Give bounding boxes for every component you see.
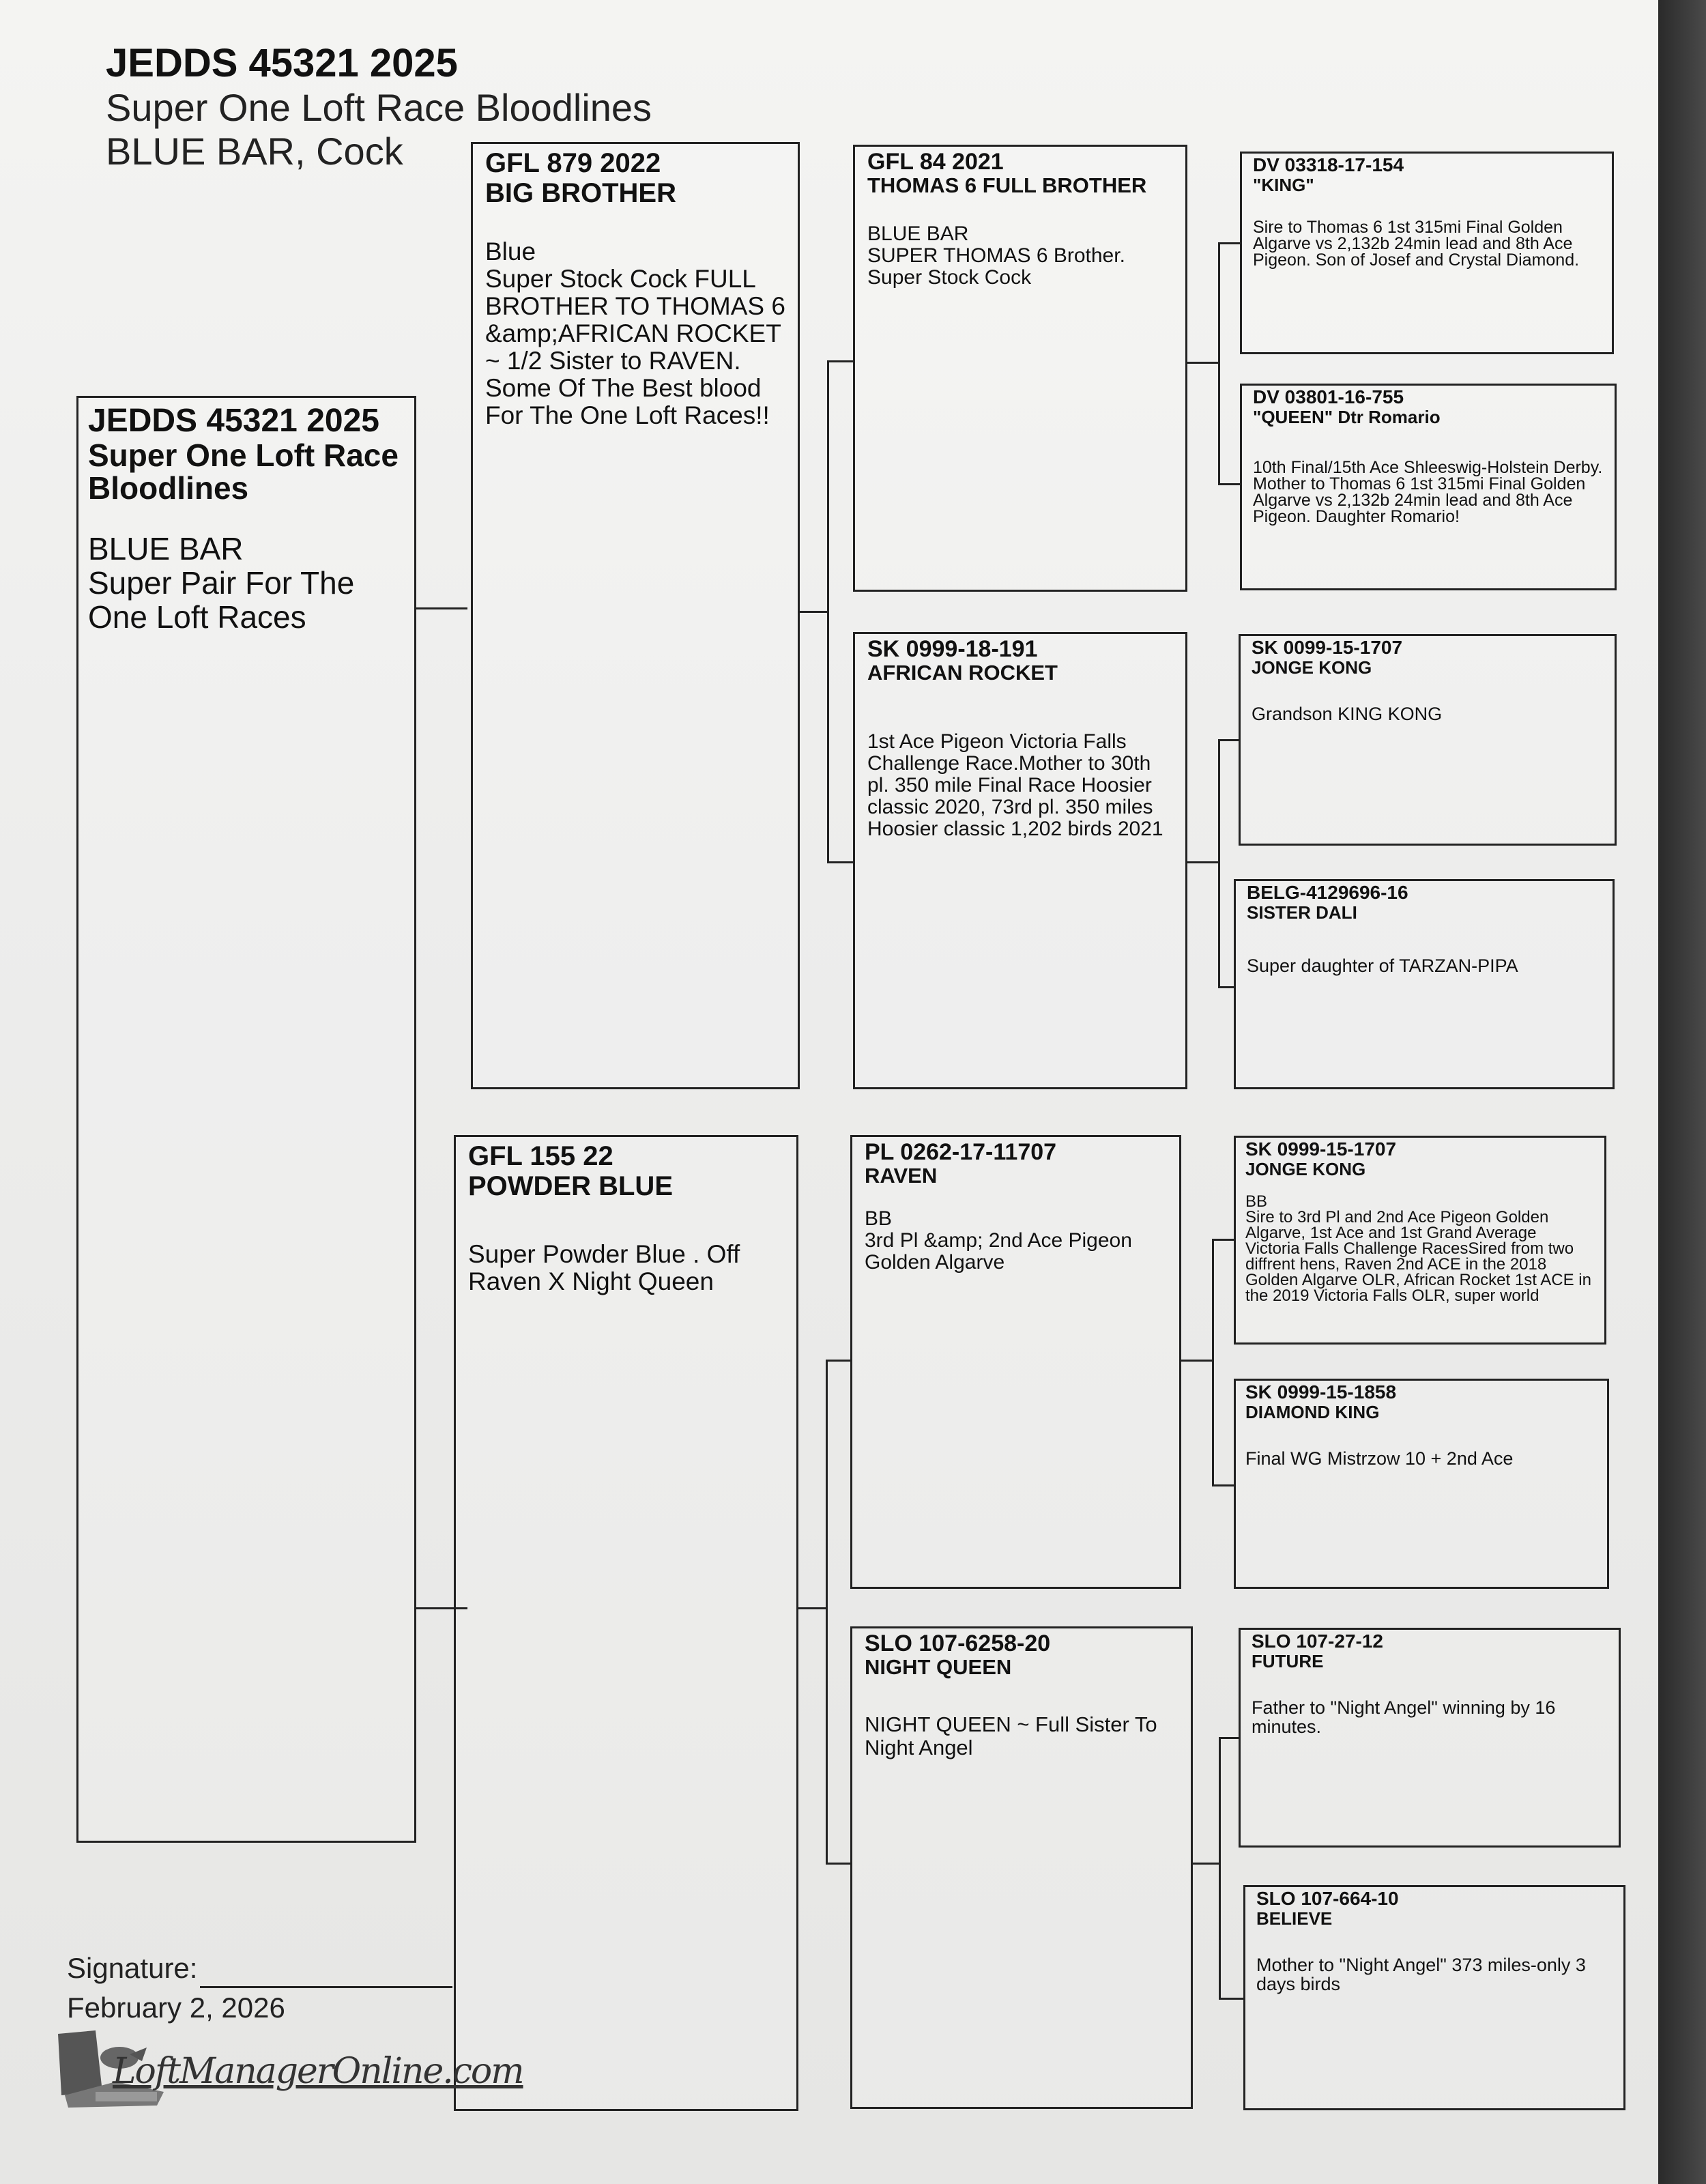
dam-box xyxy=(454,1135,798,2111)
gen3-box-1 xyxy=(853,145,1187,592)
gen4-name: BELIEVE xyxy=(1256,1908,1333,1929)
subject-name: Super One Loft Race Bloodlines xyxy=(88,437,399,506)
connector-line xyxy=(416,1607,467,1609)
gen4-reg: SK 0099-15-1707 xyxy=(1252,637,1403,658)
gen4-name: SISTER DALI xyxy=(1247,902,1357,923)
gen3-name: AFRICAN ROCKET xyxy=(867,661,1058,685)
connector-line xyxy=(1181,1360,1212,1362)
connector-line xyxy=(1212,1239,1235,1241)
gen3-name: RAVEN xyxy=(865,1164,938,1188)
gen4-desc: Super daughter of TARZAN-PIPA xyxy=(1247,956,1518,976)
gen4-reg: SK 0999-15-1858 xyxy=(1245,1381,1397,1403)
sire-reg: GFL 879 2022 xyxy=(485,148,661,178)
connector-line xyxy=(1187,861,1218,863)
gen4-name: "QUEEN" Dtr Romario xyxy=(1253,407,1441,427)
gen3-box-3 xyxy=(850,1135,1181,1589)
gen4-desc: Father to "Night Angel" winning by 16 minutes. xyxy=(1252,1697,1561,1737)
gen3-desc: BB 3rd Pl &amp; 2nd Ace Pigeon Golden Algarve xyxy=(865,1207,1132,1274)
sire-name: BIG BROTHER xyxy=(485,178,676,208)
signature-block xyxy=(67,1949,452,2028)
dam-reg: GFL 155 22 xyxy=(468,1141,613,1171)
connector-line xyxy=(1218,242,1241,244)
sire-box xyxy=(471,142,800,1089)
logo-text: LoftManagerOnline.com xyxy=(113,2051,523,2092)
sire-desc: Blue Super Stock Cock FULL BROTHER TO THOMAS 6 &amp;AFRICAN ROCKET ~ 1/2 Sister to RAVEN. Some Of The Best blood For The One Loft Races!! xyxy=(485,238,785,429)
connector-line xyxy=(827,360,829,863)
subject-box xyxy=(76,396,416,1843)
connector-line xyxy=(826,1360,828,1865)
gen4-desc: Mother to "Night Angel" 373 miles-only 3 days birds xyxy=(1256,1955,1591,1994)
gen4-name: FUTURE xyxy=(1252,1651,1324,1671)
connector-line xyxy=(1218,483,1241,485)
connector-line xyxy=(1219,1998,1245,2000)
connector-line xyxy=(800,611,827,613)
gen4-name: DIAMOND KING xyxy=(1245,1402,1380,1422)
gen4-reg: DV 03801-16-755 xyxy=(1253,386,1404,407)
connector-line xyxy=(826,1863,852,1865)
gen4-name: "KING" xyxy=(1253,175,1314,195)
gen4-name: JONGE KONG xyxy=(1252,657,1372,678)
gen4-box-6 xyxy=(1234,1379,1609,1589)
gen4-box-2 xyxy=(1240,384,1617,590)
gen3-desc: NIGHT QUEEN ~ Full Sister To Night Angel xyxy=(865,1712,1163,1759)
connector-line xyxy=(1219,1737,1240,1739)
gen4-box-7 xyxy=(1239,1628,1621,1848)
connector-line xyxy=(1193,1863,1219,1865)
gen4-desc: 10th Final/15th Ace Shleeswig-Holstein Derby. Mother to Thomas 6 1st 315mi Final Golden Algarve vs 2,132b 24min lead and 8th Ace Pigeon. Daughter Romario! xyxy=(1253,458,1608,526)
gen4-reg: BELG-4129696-16 xyxy=(1247,882,1408,903)
connector-line xyxy=(1212,1484,1235,1486)
gen4-box-1 xyxy=(1240,152,1614,354)
connector-line xyxy=(1218,739,1220,988)
gen3-box-4 xyxy=(850,1626,1193,2109)
gen4-box-3 xyxy=(1239,634,1617,846)
connector-line xyxy=(1218,986,1235,988)
background-surface xyxy=(1658,0,1706,2184)
connector-line xyxy=(1187,362,1218,364)
connector-line xyxy=(416,607,467,609)
subject-desc: BLUE BAR Super Pair For The One Loft Races xyxy=(88,531,355,635)
gen4-desc: BB Sire to 3rd Pl and 2nd Ace Pigeon Golden Algarve, 1st Ace and 1st Grand Average Victoria Falls Challenge RacesSired from two diffrent hens, Raven 2nd ACE in the 2018 Golden Algarve OLR, African Rocket 1st ACE in the 2019 Victoria Falls OLR, super world xyxy=(1245,1192,1591,1305)
gen4-desc: Final WG Mistrzow 10 + 2nd Ace xyxy=(1245,1448,1514,1469)
header-color-sex: BLUE BAR, Cock xyxy=(106,130,403,173)
subject-reg: JEDDS 45321 2025 xyxy=(88,403,379,439)
gen4-box-8 xyxy=(1243,1885,1625,2110)
dam-desc: Super Powder Blue . Off Raven X Night Queen xyxy=(468,1240,747,1295)
connector-line xyxy=(827,861,854,863)
connector-line xyxy=(1218,242,1220,485)
gen3-box-2 xyxy=(853,632,1187,1089)
connector-line xyxy=(1212,1239,1214,1486)
print-date: February 2, 2026 xyxy=(67,1992,285,2024)
gen3-reg: GFL 84 2021 xyxy=(867,149,1004,175)
connector-line xyxy=(798,1607,826,1609)
gen4-reg: SK 0999-15-1707 xyxy=(1245,1138,1397,1160)
gen4-desc: Grandson KING KONG xyxy=(1252,704,1443,724)
header-title: Super One Loft Race Bloodlines xyxy=(106,86,652,129)
connector-line xyxy=(827,360,854,362)
connector-line xyxy=(826,1360,852,1362)
gen3-reg: SLO 107-6258-20 xyxy=(865,1630,1051,1656)
gen4-box-5 xyxy=(1234,1136,1606,1345)
gen4-box-4 xyxy=(1234,879,1615,1089)
gen3-name: NIGHT QUEEN xyxy=(865,1655,1012,1679)
connector-line xyxy=(1219,1737,1221,2000)
signature-line xyxy=(200,1960,452,1988)
signature-row xyxy=(67,1949,452,1988)
gen4-reg: SLO 107-664-10 xyxy=(1256,1888,1399,1909)
connector-line xyxy=(1218,739,1240,741)
gen4-reg: DV 03318-17-154 xyxy=(1253,154,1404,175)
gen4-reg: SLO 107-27-12 xyxy=(1252,1630,1383,1652)
header-reg: JEDDS 45321 2025 xyxy=(106,41,458,85)
gen3-desc: 1st Ace Pigeon Victoria Falls Challenge Race.Mother to 30th pl. 350 mile Final Race Hoosier classic 2020, 73rd pl. 350 miles Hoosier classic 1,202 birds 2021 xyxy=(867,730,1163,840)
gen4-desc: Sire to Thomas 6 1st 315mi Final Golden Algarve vs 2,132b 24min lead and 8th Ace Pigeon. Son of Josef and Crystal Diamond. xyxy=(1253,218,1580,270)
gen3-reg: PL 0262-17-11707 xyxy=(865,1139,1057,1165)
gen3-name: THOMAS 6 FULL BROTHER xyxy=(867,173,1147,197)
gen4-name: JONGE KONG xyxy=(1245,1159,1366,1179)
dam-name: POWDER BLUE xyxy=(468,1171,673,1201)
gen3-desc: BLUE BAR SUPER THOMAS 6 Brother. Super Stock Cock xyxy=(867,222,1125,289)
signature-label: Signature: xyxy=(67,1952,198,1984)
gen3-reg: SK 0999-18-191 xyxy=(867,636,1038,662)
